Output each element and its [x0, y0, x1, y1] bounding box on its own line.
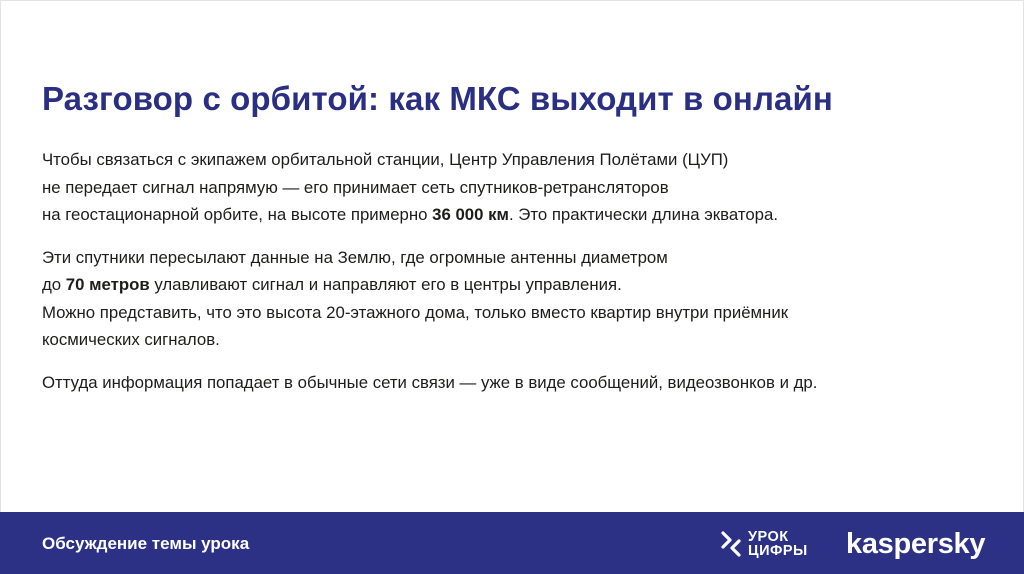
- slide-body: [42, 146, 1002, 411]
- paragraph-2-line-4: космических сигналов.: [42, 330, 220, 349]
- urok-cifry-logo-icon: [720, 530, 742, 558]
- urok-line-2: ЦИФРЫ: [748, 543, 808, 559]
- text-span: на геостационарной орбите, на высоте примерно: [42, 205, 433, 224]
- text-span: . Это практически длина экватора.: [508, 205, 778, 224]
- paragraph-3-line-1: Оттуда информация попадает в обычные сети связи — уже в виде сообщений, видеозвонков и др.: [42, 372, 818, 392]
- paragraph-2: [42, 244, 1002, 354]
- paragraph-3: [42, 369, 1002, 397]
- urok-cifry-logo: [720, 528, 808, 560]
- highlight-distance: 36 000 км: [432, 205, 509, 224]
- footer-bar: [0, 512, 1024, 574]
- paragraph-1-line-2: не передает сигнал напрямую — его принимает сеть спутников-ретрансляторов: [42, 177, 669, 197]
- paragraph-1-line-3: [42, 201, 1002, 229]
- slide-title: Разговор с орбитой: как МКС выходит в онлайн: [42, 80, 833, 117]
- text-span: до: [42, 275, 66, 294]
- paragraph-1: [42, 146, 1002, 229]
- urok-cifry-wordmark: [748, 530, 808, 558]
- paragraph-1-line-1: Чтобы связаться с экипажем орбитальной станции, Центр Управления Полётами (ЦУП): [42, 150, 729, 169]
- paragraph-2-line-2: [42, 271, 1002, 299]
- highlight-diameter: 70 метров: [65, 275, 150, 294]
- text-span: улавливают сигнал и направляют его в центры управления.: [149, 275, 622, 294]
- urok-line-1: УРОК: [748, 529, 789, 545]
- footer-title: Обсуждение темы урока: [42, 534, 250, 553]
- kaspersky-logo: kaspersky: [846, 528, 986, 560]
- paragraph-2-line-3: Можно представить, что это высота 20-этажного дома, только вместо квартир внутри приёмник: [42, 302, 789, 322]
- paragraph-2-line-1: Эти спутники пересылают данные на Землю, где огромные антенны диаметром: [42, 247, 668, 267]
